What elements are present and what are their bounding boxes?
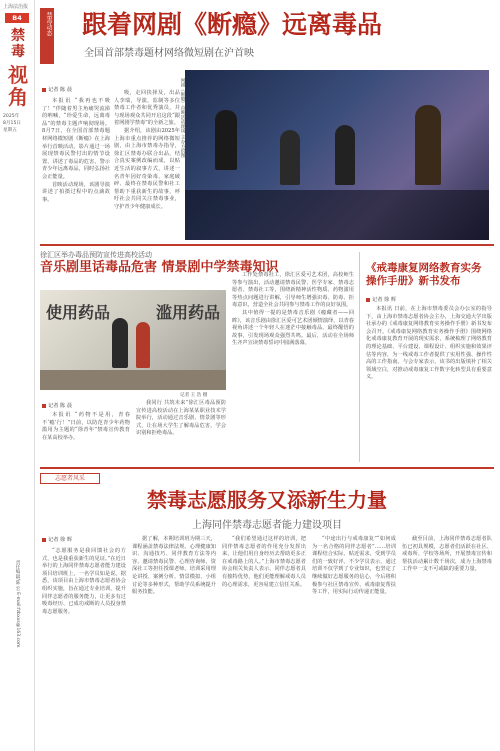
section-rule	[40, 467, 494, 469]
article4-col1: “志愿服务是我回馈社会的方式，也是我重获新生的见证。”在近日举行的上海同伴禁毒志愿者能力建设项目培训班上，一名学员如是说。据悉，该项目由上海市禁毒志愿者协会组织实施，旨在通过专业培训，提升同伴志愿者的服务能力，让更多有过吸毒经历、已成功戒断的人员投身禁毒志愿服务。	[42, 548, 126, 615]
person-silhouette	[335, 125, 355, 185]
article1-col2: 吸，走回抉择及，出品人李瑞，导演，监制等多位禁毒工作者和优秀演员，并与现场观众共同开启这段“跟着网剧学禁毒”的全新之旅。 据介绍，该剧由2025年上海市重点推荐的网络微短剧，由上海市禁毒办指导，徐汇区禁毒办联合出品，结合真实案例改编而成，以贴近生活的叙事方式，讲述一名青年因好奇染毒、家庭破碎、最终在禁毒民警和社工帮助下重获新生的故事，呼吁社会共同关注禁毒事业，守护青少年健康成长。	[114, 90, 180, 210]
article2-photo	[40, 290, 226, 390]
article2-col3: 工作处禁毒社工，徐汇区爱可艺术团，高校师生等参与演出，活动邀请禁毒民警、医学专家、禁毒志愿者、禁毒社工等，围绕新精神活性物质、药物滥用等热点问题进行讲解，引导师生增强识毒、防毒、拒毒意识，营造全社会共同参与禁毒工作的良好氛围。 其中值得一提的是禁毒音乐剧《瘾藏者——回眸》，该音乐剧由徐汇区爱可艺术团倾情演绎，以青春视角讲述一个年轻人在迷茫中接触毒品、最终醒悟的故事，引发现场观众强烈共鸣。最后，活动在全场师生齐声宣读禁毒誓词中圆满落幕。	[232, 272, 354, 347]
article1-subheadline: 全国首部禁毒题材网络微短剧在沪首映	[84, 48, 254, 59]
article2-col2: 我同行 共筑未来”徐汇区毒品预防宣传进高校活动在上海某某职业技术学院举行，活动通过音乐剧、情景剧等形式，让在场大学生了解毒品危害，学会识别和拒绝毒品。	[136, 400, 226, 437]
article4-kicker: 志愿者风采	[40, 473, 100, 484]
article4-col2: 据了解，本期培训班为期三天，课程涵盖禁毒法律法规、心理健康知识、沟通技巧、同伴教育方法等内容，邀请禁毒民警、心理咨询师、资深社工等担任授课老师。培训采用理论讲授、案例分析、情景模拟、小组讨论等多种形式，帮助学员系统提升服务技能。	[132, 536, 216, 596]
article3-body: 本报讯 日前，在上海市禁毒委员会办公室的指导下，由上海市禁毒志愿者协会主办，上海交通大学出版社承办的《戒毒康复网络教育实务操作手册》新书发布会召开。《戒毒康复网络教育实务操作手册》围绕网络化戒毒康复教育开展的现实需求，系统梳理了网络教育的理论基础、平台建设、课程设计、组织实施和效果评估等内容，为一线戒毒工作者提供了实用性强、操作性高的工作指南。与会专家表示，该书的出版填补了相关领域空白，对推动戒毒康复工作数字化转型具有重要意义。	[366, 306, 492, 381]
photo-sign-left: 使用药品	[46, 303, 111, 322]
article1-byline: 记者 陈 晨	[42, 86, 72, 93]
section-rule	[40, 244, 494, 246]
section-char-1: 禁	[11, 28, 25, 44]
sidebar-divider	[34, 0, 35, 751]
page-number: B4	[5, 13, 29, 23]
article1-headline: 跟着网剧《断瘾》远离毒品	[82, 10, 383, 39]
person-silhouette	[415, 105, 441, 185]
performer	[136, 322, 150, 368]
section-char-3: 视	[8, 63, 28, 87]
sidebar	[0, 0, 34, 751]
section-char-4: 角	[8, 85, 28, 109]
article1-col1: 本报讯 “我再也不吸了！”伴随着男主角痛哭流涕的呐喊，“珍爱生命，远离毒品”的禁毒主题声响彻现场。8月7日，在全国首部禁毒题材网络微短剧《断瘾》在上海举行首映活动。影片通过一场展现禁毒民警付出的情节设置，讲述了毒品的危害，警示青少年远离毒品，同时弘扬社会正能量。 首映活动现场，该剧导演讲述了拍摄过程中的点滴故事。	[42, 98, 110, 203]
stage-floor	[40, 370, 226, 390]
performer	[112, 318, 128, 368]
article4-col4: “中途出行与戒毒康复”“如何成为一名合格的同伴志愿者”……培训课程结合实际、贴近需求，受到学员们的一致好评。不少学员表示，通过培训不仅学到了专业知识，也坚定了继续做好志愿服务的信心，今后将积极参与社区禁毒宣传、戒毒康复帮扶等工作，用实际行动传递正能量。	[312, 536, 396, 596]
article2-byline: 记者 陈 晨	[42, 402, 72, 409]
article4-byline: 记者 徐 辉	[42, 536, 72, 543]
column-divider	[359, 252, 360, 462]
article2-headline: 音乐剧里话毒品危害 情景剧中学禁毒知识	[40, 260, 279, 275]
article4-headline: 禁毒志愿服务又添新生力量	[147, 488, 387, 512]
article2-photo-caption: 记者 王 浩 摄	[180, 393, 208, 398]
article3-headline: 《戒毒康复网络教育实务操作手册》新书发布	[366, 262, 482, 287]
issue-weekday: 星期五	[3, 128, 17, 133]
article1-header	[40, 6, 494, 66]
article1-kicker: 禁毒动态	[45, 12, 52, 36]
person-silhouette	[280, 130, 300, 185]
article4-subheadline: 上海同伴禁毒志愿者能力建设项目	[192, 520, 342, 531]
audience-area	[185, 190, 489, 240]
article1-photo	[185, 70, 489, 240]
article3-byline: 记者 徐 辉	[366, 296, 396, 303]
newspaper-brand: 上海法治报	[3, 4, 29, 10]
person-silhouette	[215, 110, 237, 170]
photo-sign-right: 滥用药品	[156, 303, 221, 322]
article1-photo-caption: 网剧《断瘾》首映活动现场 主办方供图	[180, 78, 185, 158]
article2-col1: 本报讯 “药物不是用，青春不‘瘾’行！”日前，以防范青少年药物滥用为主题的“徐青年”禁毒宣传教育在某高校举办。	[42, 412, 130, 441]
issue-date: 8月15日	[3, 121, 21, 126]
article4-col3: “我们希望通过这样的培训，把同伴禁毒志愿者的作用充分发挥出来，让他们用自身经历去帮助更多正在戒毒路上的人。”上海市禁毒志愿者协会相关负责人表示，同伴志愿者具有独特优势，他们更能理解戒毒人员的心理需求，更容易建立信任关系。	[222, 536, 306, 588]
article4-col5: 截至目前，上海同伴禁毒志愿者队伍已初具规模，志愿者们活跃在社区、戒毒所、学校等场所，开展禁毒宣传和帮扶活动累计数千场次，成为上海禁毒工作中一支不可或缺的重要力量。	[402, 536, 492, 573]
section-char-2: 毒	[11, 44, 25, 60]
article2-kicker: 徐汇区举办毒品预防宣传进高校活动	[40, 251, 152, 259]
editor-note: 责任编辑/陈 宏 E-mail:fzbxxs@163.com	[15, 560, 20, 648]
issue-year: 2025年	[3, 114, 20, 119]
